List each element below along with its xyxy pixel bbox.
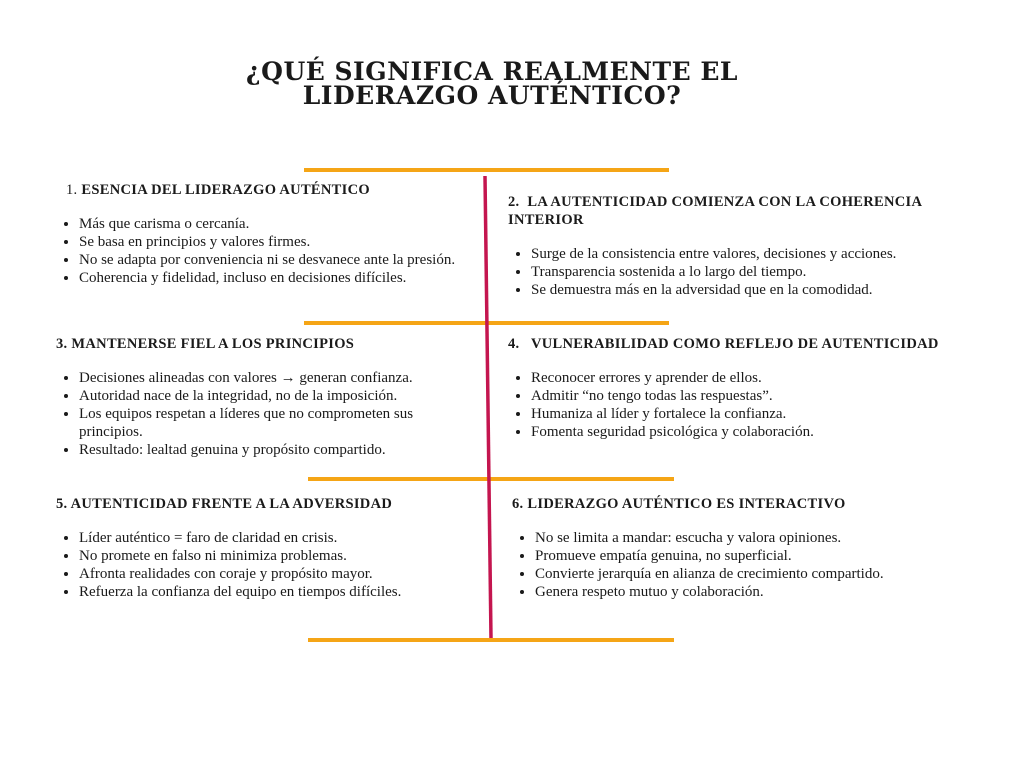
list-item: • Coherencia y fidelidad, incluso en decisiones difíciles. bbox=[79, 269, 471, 287]
divider-vertical-line bbox=[485, 176, 491, 638]
section-5 bbox=[56, 495, 471, 601]
section-3-heading bbox=[56, 335, 471, 353]
section-5-title: AUTENTICIDAD FRENTE A LA ADVERSIDAD bbox=[70, 496, 393, 512]
list-item: • Líder auténtico = faro de claridad en crisis. bbox=[79, 529, 471, 547]
section-3 bbox=[56, 335, 471, 459]
list-item: • Promueve empatía genuina, no superficial. bbox=[535, 547, 982, 565]
section-5-heading bbox=[56, 495, 471, 513]
section-1-heading bbox=[56, 181, 471, 199]
page-title-line-1: ¿QUÉ SIGNIFICA REALMENTE EL bbox=[246, 57, 738, 86]
section-1-list bbox=[56, 215, 471, 287]
section-5-list bbox=[56, 529, 471, 601]
section-2-number: 2. bbox=[508, 194, 520, 210]
list-item: • Se demuestra más en la adversidad que en la comodidad. bbox=[531, 281, 968, 299]
section-4-heading bbox=[508, 335, 978, 353]
section-4-title: VULNERABILIDAD COMO REFLEJO DE AUTENTICIDAD bbox=[531, 336, 939, 352]
list-item: • No se limita a mandar: escucha y valora opiniones. bbox=[535, 529, 982, 547]
list-item: • Humaniza al líder y fortalece la confianza. bbox=[531, 405, 978, 423]
list-item: • Más que carisma o cercanía. bbox=[79, 215, 471, 233]
list-item: • Decisiones alineadas con valores → generan confianza. bbox=[79, 369, 471, 387]
list-item: • Se basa en principios y valores firmes. bbox=[79, 233, 471, 251]
list-item: • Autoridad nace de la integridad, no de la imposición. bbox=[79, 387, 471, 405]
list-item: • No promete en falso ni minimiza problemas. bbox=[79, 547, 471, 565]
list-item: • Los equipos respetan a líderes que no comprometen sus principios. bbox=[79, 405, 471, 441]
section-2-list bbox=[508, 245, 968, 299]
section-2 bbox=[508, 193, 968, 299]
section-3-list bbox=[56, 369, 471, 459]
list-item: • Surge de la consistencia entre valores, decisiones y acciones. bbox=[531, 245, 968, 263]
section-6-number: 6. bbox=[512, 496, 524, 512]
section-1-number: 1. bbox=[66, 182, 78, 198]
list-item: • Genera respeto mutuo y colaboración. bbox=[535, 583, 982, 601]
list-item: • Convierte jerarquía en alianza de crecimiento compartido. bbox=[535, 565, 982, 583]
section-5-number: 5. bbox=[56, 496, 68, 512]
list-item: • Reconocer errores y aprender de ellos. bbox=[531, 369, 978, 387]
list-item: • No se adapta por conveniencia ni se desvanece ante la presión. bbox=[79, 251, 471, 269]
section-2-title: LA AUTENTICIDAD COMIENZA CON LA COHERENCIA INTERIOR bbox=[508, 194, 922, 228]
section-3-number: 3. bbox=[56, 336, 68, 352]
section-6 bbox=[512, 495, 982, 601]
list-item: • Refuerza la confianza del equipo en tiempos difíciles. bbox=[79, 583, 471, 601]
list-item: • Resultado: lealtad genuina y propósito compartido. bbox=[79, 441, 471, 459]
page-title-line-2: LIDERAZGO AUTÉNTICO? bbox=[302, 81, 682, 110]
section-4 bbox=[508, 335, 978, 441]
section-1-title: ESENCIA DEL LIDERAZGO AUTÉNTICO bbox=[81, 182, 370, 198]
list-item: • Admitir “no tengo todas las respuestas”. bbox=[531, 387, 978, 405]
section-6-list bbox=[512, 529, 982, 601]
section-3-title: MANTENERSE FIEL A LOS PRINCIPIOS bbox=[71, 336, 355, 352]
section-4-list bbox=[508, 369, 978, 441]
list-item: • Transparencia sostenida a lo largo del tiempo. bbox=[531, 263, 968, 281]
section-4-number: 4. bbox=[508, 336, 520, 352]
list-item: • Afronta realidades con coraje y propósito mayor. bbox=[79, 565, 471, 583]
list-item: • Fomenta seguridad psicológica y colaboración. bbox=[531, 423, 978, 441]
section-6-heading bbox=[512, 495, 982, 513]
section-6-title: LIDERAZGO AUTÉNTICO ES INTERACTIVO bbox=[527, 496, 846, 512]
section-2-heading bbox=[508, 193, 968, 229]
section-1 bbox=[56, 181, 471, 287]
